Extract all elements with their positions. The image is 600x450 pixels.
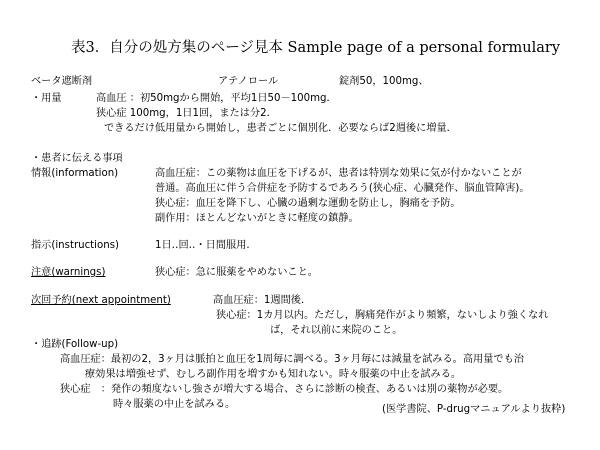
instructions-text: 1日‥回‥・日間服用.: [155, 240, 250, 251]
followup-line: 時々服薬の中止を試みる。: [113, 399, 236, 410]
drug-class: ベータ遮断剤: [31, 76, 93, 87]
followup-heading: ・追跡(Follow-up): [31, 339, 119, 350]
followup-line: 高血圧症：最初の2，3ヶ月は脈拍と血圧を1周毎に調べる。3ヶ月毎には減量を試みる。高用量でも治: [60, 354, 524, 365]
information-label: 情報(information): [31, 168, 119, 179]
followup-line: 狭心症 ：発作の頻度ないし強さが増大する場合、さらに診断の検査、あるいは別の薬物が必要。: [60, 384, 509, 395]
warnings-label: 注意(warnings): [31, 267, 106, 278]
information-line: 狭心症：血圧を降下し、心臓の過剰な運動を防止し，胸痛を予防。: [155, 198, 461, 209]
patient-info-heading: ・患者に伝える事項: [31, 153, 123, 164]
instructions-label: 指示(instructions): [31, 240, 119, 251]
followup-line: 療効果は増強せず、むしろ副作用を増すかも知れない。時々服薬の中止を試みる。: [85, 369, 462, 380]
next-appointment-line: ば，それ以前に来院のこと。: [270, 325, 403, 336]
page-title: 表3．自分の処方集のページ見本 Sample page of a personal formulary: [71, 40, 561, 56]
dosage-note: できるだけ低用量から開始し，患者ごとに個別化．必要ならば2週後に増量．: [104, 123, 457, 134]
source-note: (医学書院、P-drugマニュアルより抜粋): [382, 404, 566, 415]
warnings-text: 狭心症：急に服薬をやめないこと。: [155, 267, 318, 278]
information-line: 高血圧症：この薬物は血圧を下げるが、患者は特別な効果に気が付かないことが: [155, 168, 522, 179]
dosage-label: ・用量: [31, 93, 62, 104]
next-appointment-line: 高血圧症：1週間後．: [213, 295, 312, 306]
dosage-hypertension: 高血圧 ：初50mgから開始，平均1日50－100mg．: [96, 93, 337, 104]
next-appointment-label: 次回予約(next appointment): [31, 295, 171, 306]
drug-name: アテノロール: [218, 76, 279, 87]
drug-form: 錠剤50，100mg、: [339, 76, 429, 87]
dosage-angina: 狭心症 100mg，1日1回，または分2．: [96, 108, 277, 119]
next-appointment-line: 狭心症：1カ月以内。ただし，胸痛発作がより頻繁，ないしより強くなれ: [216, 310, 549, 321]
information-line: 普通。高血圧に伴う合併症を予防するであろう(狭心症、心臓発作、脳血管障害)。: [155, 183, 530, 194]
information-line: 副作用：ほとんどないがときに軽度の鎮静。: [155, 213, 359, 224]
